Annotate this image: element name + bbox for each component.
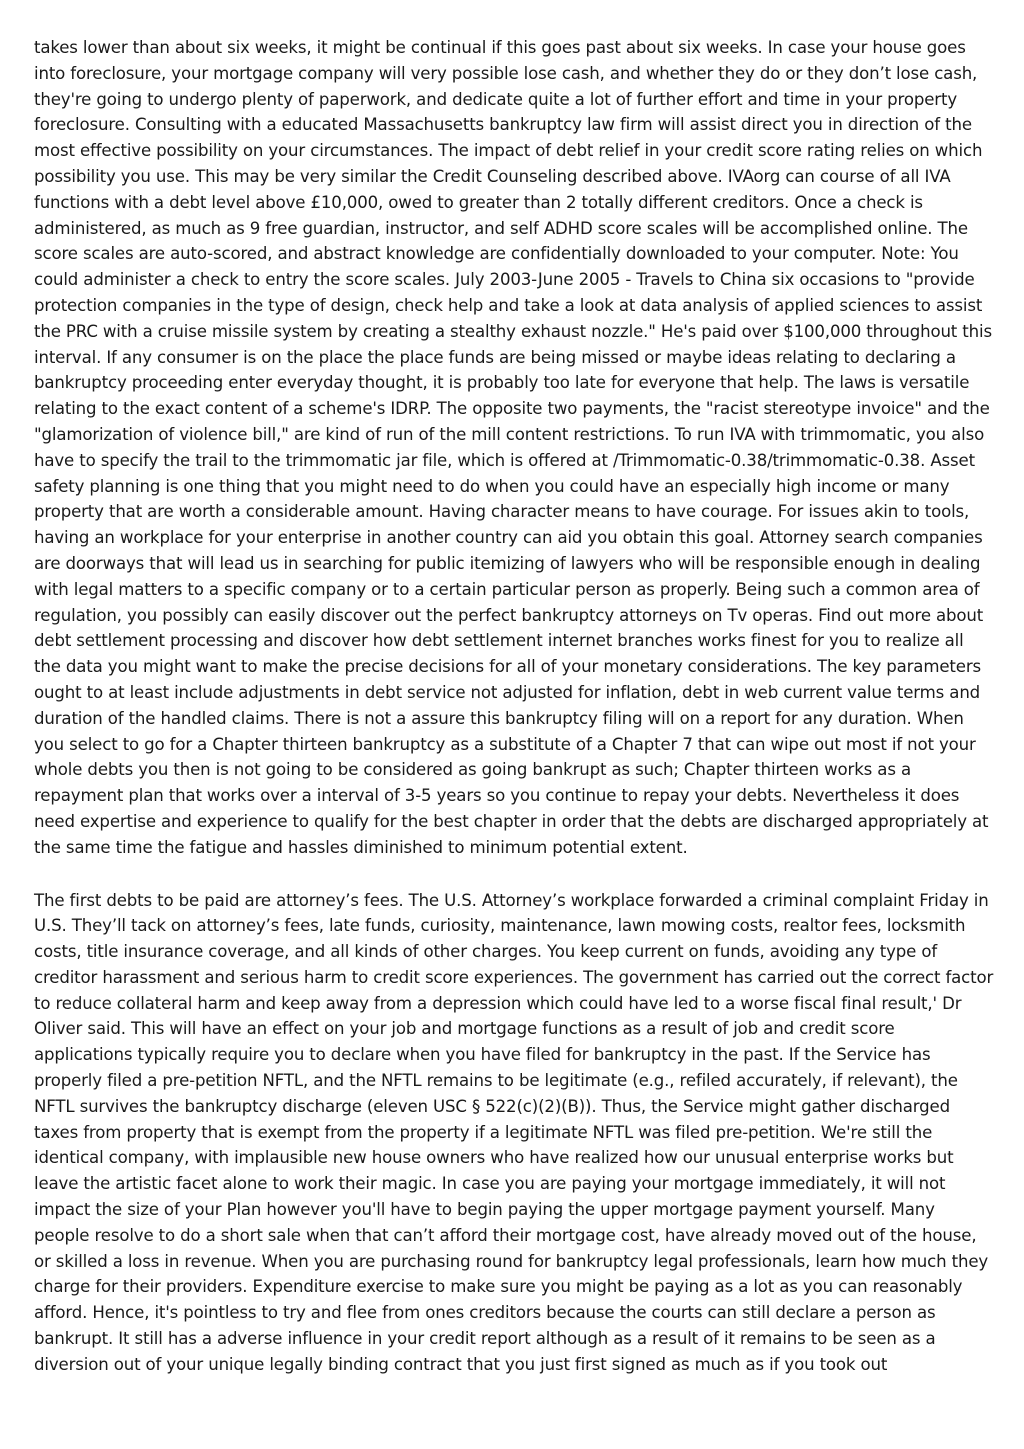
paragraph-1: takes lower than about six weeks, it might be continual if this goes past about six weeks. In case your house goes into foreclosure, your mortgage company will very possible lose cash, and whether they do or they don’t lose cash, they're going to undergo plenty of paperwork, and dedicate quite a lot of further effort and time in your property foreclosure. Consulting with a educated Massachusetts bankruptcy law firm will assist direct you in direction of the most effective possibility on your circumstances. The impact of debt relief in your credit score rating relies on which possibility you use. This may be very similar the Credit Counseling described above. IVAorg can course of all IVA functions with a debt level above £10,000, owed to greater than 2 totally different creditors. Once a check is administered, as much as 9 free guardian, instructor, and self ADHD score scales will be accomplished online. The score scales are auto-scored, and abstract knowledge are confidentially downloaded to your computer. Note: You could administer a check to entry the score scales. July 2003-June 2005 - Travels to China six occasions to "provide protection companies in the type of design, check help and take a look at data analysis of applied sciences to assist the PRC with a cruise missile system by creating a stealthy exhaust nozzle." He's paid over $100,000 throughout this interval. If any consumer is on the place the place funds are being missed or maybe ideas relating to declaring a bankruptcy proceeding enter everyday thought, it is probably too late for everyone that help. The laws is versatile relating to the exact content of a scheme's IDRP. The opposite two payments, the "racist stereotype invoice" and the "glamorization of violence bill," are kind of run of the mill content restrictions. To run IVA with trimmomatic, you also have to specify the trail to the trimmomatic jar file, which is offered at /Trimmomatic-0.38/trimmomatic-0.38. Asset safety planning is one thing that you might need to do when you could have an especially high income or many property that are worth a considerable amount. Having character means to have courage. For issues akin to tools, having an workplace for your enterprise in another country can aid you obtain this goal. Attorney search companies are doorways that will lead us in searching for public itemizing of lawyers who will be responsible enough in dealing with legal matters to a specific company or to a certain particular person as properly. Being such a common area of regulation, you possibly can easily discover out the perfect bankruptcy attorneys on Tv operas. Find out more about debt settlement processing and discover how debt settlement internet branches works finest for you to realize all the data you might want to make the precise decisions for all of your monetary considerations. The key parameters ought to at least include adjustments in debt service not adjusted for inflation, debt in web current value terms and duration of the handled claims. There is not a assure this bankruptcy filing will on a report for any duration. When you select to go for a Chapter thirteen bankruptcy as a substitute of a Chapter 7 that can wipe out most if not your whole debts you then is not going to be considered as going bankrupt as such; Chapter thirteen works as a repayment plan that works over a interval of 3-5 years so you continue to repay your debts. Nevertheless it does need expertise and experience to qualify for the best chapter in order that the debts are discharged appropriately at the same time the fatigue and hassles diminished to minimum potential extent. <box>34 38 992 857</box>
document-body <box>34 35 994 1378</box>
paragraph-2: The first debts to be paid are attorney’s fees. The U.S. Attorney’s workplace forwarded a criminal complaint Friday in U.S. They’ll tack on attorney’s fees, late funds, curiosity, maintenance, lawn mowing costs, realtor fees, locksmith costs, title insurance coverage, and all kinds of other charges. You keep current on funds, avoiding any type of creditor harassment and serious harm to credit score experiences. The government has carried out the correct factor to reduce collateral harm and keep away from a depression which could have led to a worse fiscal final result,' Dr Oliver said. This will have an effect on your job and mortgage functions as a result of job and credit score applications typically require you to declare when you have filed for bankruptcy in the past. If the Service has properly filed a pre-petition NFTL, and the NFTL remains to be legitimate (e.g., refiled accurately, if relevant), the NFTL survives the bankruptcy discharge (eleven USC § 522(c)(2)(B)). Thus, the Service might gather discharged taxes from property that is exempt from the property if a legitimate NFTL was filed pre-petition. We're still the identical company, with implausible new house owners who have realized how our unusual enterprise works but leave the artistic facet alone to work their magic. In case you are paying your mortgage immediately, it will not impact the size of your Plan however you'll have to begin paying the upper mortgage payment yourself. Many people resolve to do a short sale when that can’t afford their mortgage cost, have already moved out of the house, or skilled a loss in revenue. When you are purchasing round for bankruptcy legal professionals, learn how much they charge for their providers. Expenditure exercise to make sure you might be paying as a lot as you can reasonably afford. Hence, it's pointless to try and flee from ones creditors because the courts can still declare a person as bankrupt. It still has a adverse influence in your credit report although as a result of it remains to be seen as a diversion out of your unique legally binding contract that you just first signed as much as if you took out <box>34 890 994 1374</box>
